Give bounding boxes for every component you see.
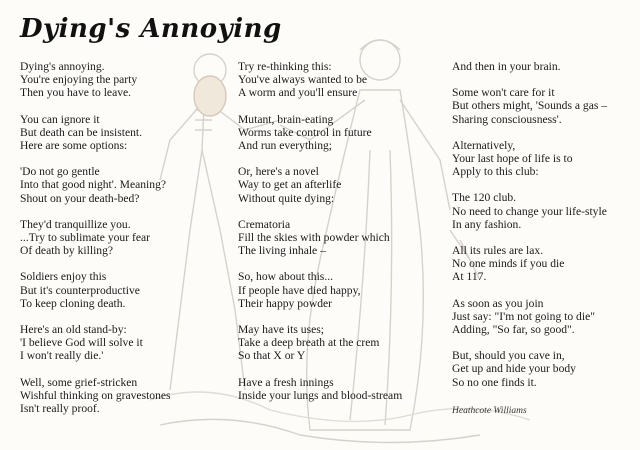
poem-line: Try re-thinking this:: [238, 60, 332, 73]
poem-line: No need to change your life-style: [452, 204, 607, 218]
poem-line: Isn't really proof.: [20, 402, 100, 416]
poem-line: Soldiers enjoy this: [20, 270, 107, 284]
stanza: [452, 297, 637, 337]
poem-line: You're enjoying the party: [20, 73, 138, 87]
poem-line: Or, here's a novel: [238, 165, 319, 179]
poem-line: As soon as you join: [452, 296, 544, 310]
poem-line: Their happy powder: [238, 296, 333, 310]
poem-line: Alternatively,: [452, 138, 516, 152]
stanza: [20, 323, 210, 363]
poem-line: ...Try to sublimate your fear: [20, 231, 150, 245]
poem-line: You can ignore it: [20, 112, 100, 126]
poem-line: They'd tranquillize you.: [20, 217, 131, 231]
poem-line: But death can be insistent.: [20, 125, 143, 139]
poem-column-1: [20, 60, 210, 428]
poem-line: If people have died happy,: [238, 283, 361, 297]
poem-line: In any fashion.: [452, 217, 522, 231]
poem-line: The living inhale –: [238, 244, 326, 258]
poem-line: To keep cloning death.: [20, 296, 126, 310]
stanza: [238, 165, 438, 205]
poem-line: The 120 club.: [452, 191, 517, 205]
stanza: [238, 60, 438, 100]
poem-line: Inside your lungs and blood-stream: [238, 388, 403, 402]
stanza: [238, 113, 438, 153]
stanza: [20, 113, 210, 153]
stanza: [20, 270, 210, 310]
stanza: [452, 60, 637, 73]
poem-line: Here are some options:: [20, 139, 128, 153]
poem-line: But others might, 'Sounds a gas –: [452, 99, 608, 113]
poem-line: Dying's annoying.: [20, 60, 105, 73]
stanza: [452, 349, 637, 389]
poem-line: A worm and you'll ensure: [238, 86, 358, 100]
stanza: [238, 376, 438, 402]
poem-line: Shout on your death-bed?: [20, 191, 140, 205]
poem-line: I won't really die.': [20, 349, 104, 363]
poem-line: Adding, "So far, so good".: [452, 323, 575, 337]
poem-line: And then in your brain.: [452, 60, 561, 73]
poem-line: Without quite dying:: [238, 191, 335, 205]
poem-line: Have a fresh innings: [238, 375, 334, 389]
stanza: [238, 270, 438, 310]
poem-line: Sharing consciousness'.: [452, 112, 562, 126]
poem-line: And run everything;: [238, 139, 333, 153]
stanza: [238, 218, 438, 258]
poem-title: Dying's Annoying: [20, 14, 282, 44]
stanza: [20, 165, 210, 205]
poem-line: Fill the skies with powder which: [238, 231, 390, 245]
stanza: [452, 139, 637, 179]
poem-line: May have its uses;: [238, 323, 324, 337]
poem-line: Your last hope of life is to: [452, 152, 573, 166]
poem-line: Some won't care for it: [452, 86, 555, 100]
poem-line: Just say: "I'm not going to die": [452, 309, 595, 323]
poem-line: Here's an old stand-by:: [20, 323, 127, 337]
poem-line: So, how about this...: [238, 270, 334, 284]
poem-line: Into that good night'. Meaning?: [20, 178, 167, 192]
poem-line: Apply to this club:: [452, 165, 539, 179]
poem-line: Way to get an afterlife: [238, 178, 342, 192]
poem-line: You've always wanted to be: [238, 73, 368, 87]
poem-line: Get up and hide your body: [452, 362, 576, 376]
stanza: [452, 244, 637, 284]
poem-line: At 117.: [452, 270, 487, 284]
poem-line: Of death by killing?: [20, 244, 114, 258]
poem-line: All its rules are lax.: [452, 244, 544, 258]
stanza: [238, 323, 438, 363]
poem-line: Well, some grief-stricken: [20, 375, 138, 389]
author-credit: Heathcote Williams: [452, 406, 527, 416]
poem-line: Mutant, brain-eating: [238, 112, 334, 126]
stanza: [452, 191, 637, 231]
poem-line: Take a deep breath at the crem: [238, 336, 380, 350]
poem-line: So that X or Y: [238, 349, 306, 363]
poem-line: Crematoria: [238, 217, 291, 231]
poem-line: Worms take control in future: [238, 125, 372, 139]
poem-line: 'Do not go gentle: [20, 165, 100, 179]
poem-line: Then you have to leave.: [20, 86, 132, 100]
poem-line: Wishful thinking on gravestones: [20, 388, 171, 402]
stanza: [20, 218, 210, 258]
stanza: [20, 376, 210, 416]
poem-line: But, should you cave in,: [452, 349, 565, 363]
stanza: [452, 86, 637, 126]
stanza: [20, 60, 210, 100]
poem-line: No one minds if you die: [452, 257, 565, 271]
poem-line: But it's counterproductive: [20, 283, 140, 297]
poem-column-2: [238, 60, 438, 415]
poem-column-3: [452, 60, 637, 402]
poem-line: 'I believe God will solve it: [20, 336, 143, 350]
poem-line: So no one finds it.: [452, 375, 537, 389]
